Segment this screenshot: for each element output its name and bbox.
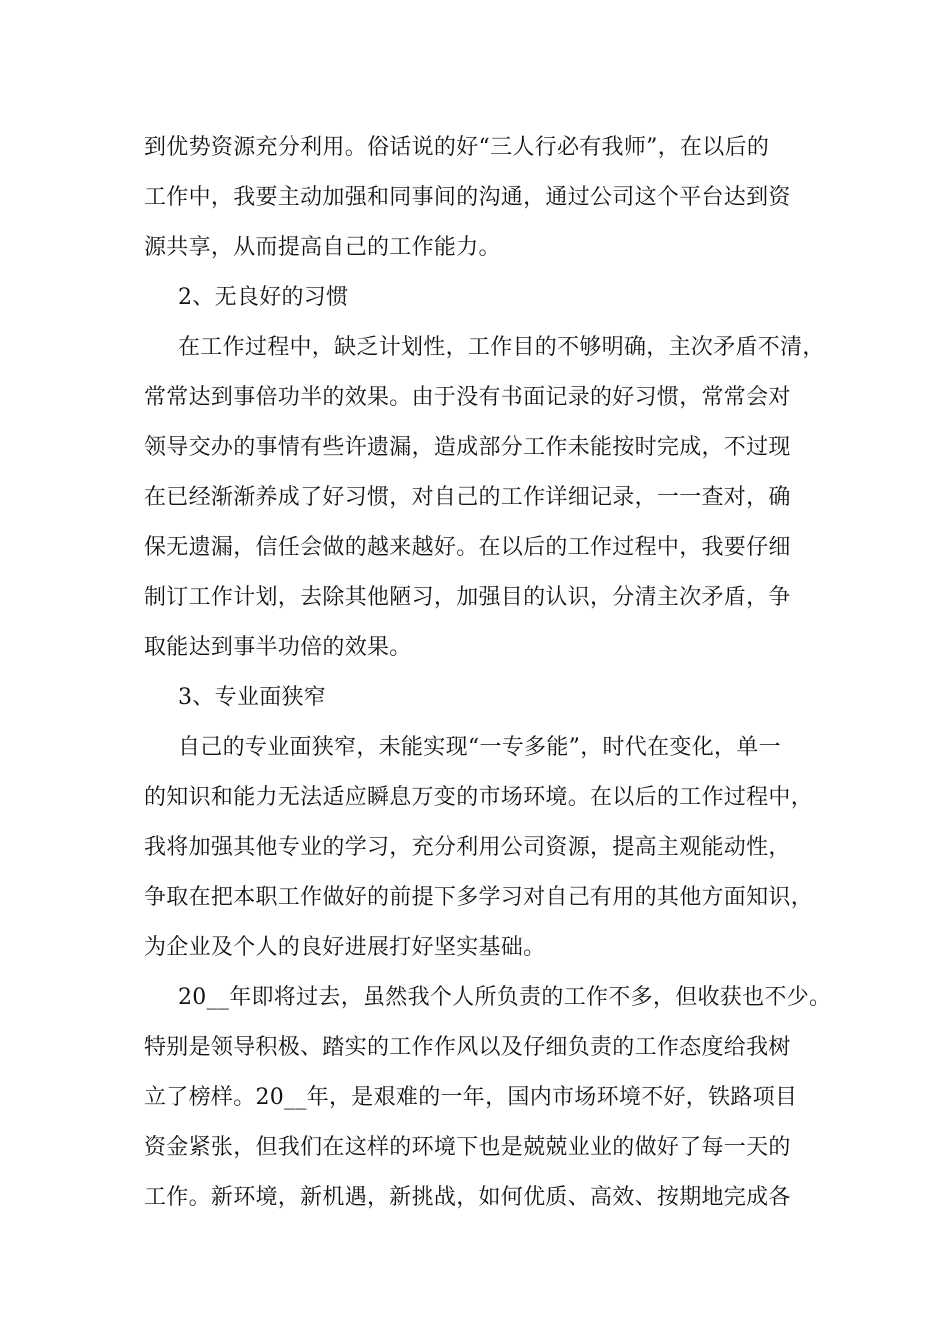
text-line: 工作。新环境，新机遇，新挑战，如何优质、高效、按期地完成各 [144,1185,791,1210]
text-line: 特别是领导积极、踏实的工作作风以及仔细负责的工作态度给我树 [144,1035,791,1060]
text-line: 保无遗漏，信任会做的越来越好。在以后的工作过程中，我要仔细 [144,535,791,560]
text-line: 我将加强其他专业的学习，充分利用公司资源，提高主观能动性， [144,835,791,860]
text-line: 争取在把本职工作做好的前提下多学习对自己有用的其他方面知识， [144,885,814,910]
text-line: 为企业及个人的良好进展打好坚实基础。 [144,935,546,960]
text-line: 20__年即将过去，虽然我个人所负责的工作不多，但收获也不少。 [178,985,832,1010]
text-line: 的知识和能力无法适应瞬息万变的市场环境。在以后的工作过程中， [144,785,814,810]
text-line: 到优势资源充分利用。俗话说的好“三人行必有我师”，在以后的 [144,135,770,160]
text-line: 常常达到事倍功半的效果。由于没有书面记录的好习惯，常常会对 [144,385,791,410]
text-line: 自己的专业面狭窄，未能实现“一专多能”，时代在变化，单一 [178,735,781,760]
text-line: 在工作过程中，缺乏计划性，工作目的不够明确，主次矛盾不清， [178,335,825,360]
text-line: 源共享，从而提高自己的工作能力。 [144,235,501,260]
text-line: 制订工作计划，去除其他陋习，加强目的认识，分清主次矛盾，争 [144,585,791,610]
section-heading: 3、专业面狭窄 [178,685,327,710]
section-heading: 2、无良好的习惯 [178,285,349,310]
text-line: 立了榜样。20__年，是艰难的一年，国内市场环境不好，铁路项目 [144,1085,798,1110]
text-line: 领导交办的事情有些许遗漏，造成部分工作未能按时完成，不过现 [144,435,791,460]
text-line: 取能达到事半功倍的效果。 [144,635,412,660]
text-line: 资金紧张，但我们在这样的环境下也是兢兢业业的做好了每一天的 [144,1135,791,1160]
text-line: 在已经渐渐养成了好习惯，对自己的工作详细记录，一一查对，确 [144,485,791,510]
text-line: 工作中，我要主动加强和同事间的沟通，通过公司这个平台达到资 [144,185,791,210]
